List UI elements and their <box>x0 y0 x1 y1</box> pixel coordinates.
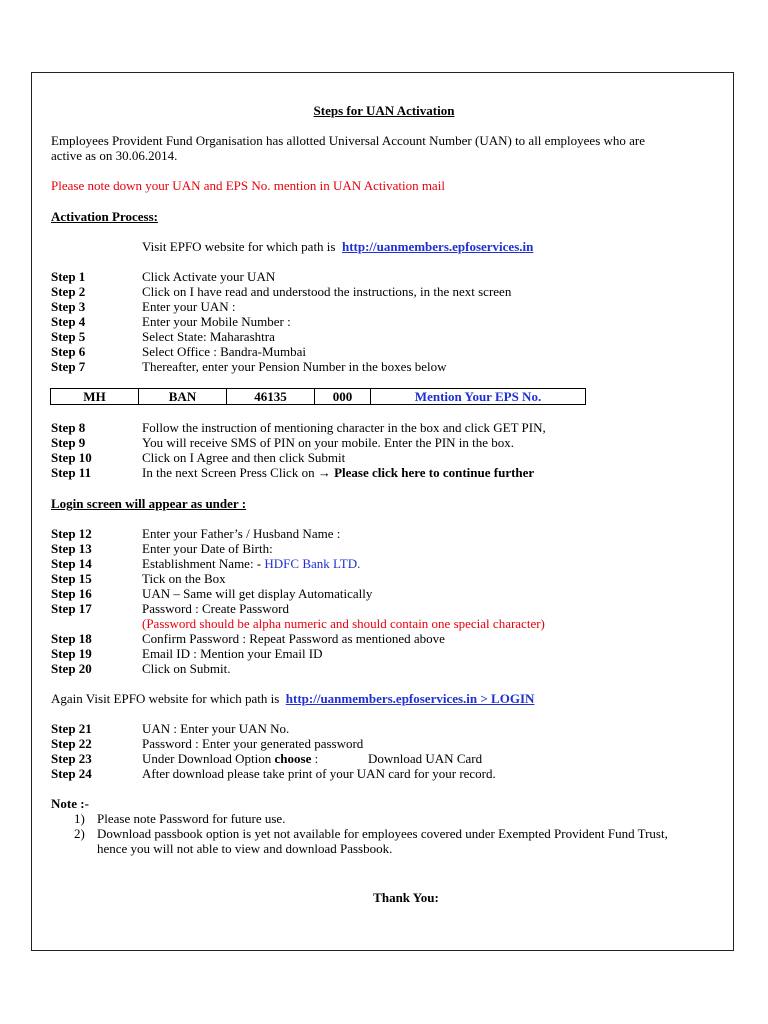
page-title: Steps for UAN Activation <box>313 103 455 118</box>
step-label: Step 18 <box>51 631 92 646</box>
step-label: Step 23 <box>51 751 92 766</box>
note-text: Please note Password for future use. <box>97 811 286 826</box>
login-heading: Login screen will appear as under : <box>51 496 247 511</box>
step-text: Confirm Password : Repeat Password as mentioned above <box>142 631 445 646</box>
step-label: Step 14 <box>51 556 92 571</box>
step-label: Step 12 <box>51 526 92 541</box>
step-text: In the next Screen Press Click on → <box>142 465 335 480</box>
note-text: Download passbook option is yet not available for employees covered under Exempted Provident Fund Trust, <box>97 826 668 841</box>
note-text-continued: hence you will not able to view and download Passbook. <box>97 841 393 856</box>
step-label: Step 2 <box>51 284 86 299</box>
step-label: Step 17 <box>51 601 92 616</box>
step-text: Click on I have read and understood the instructions, in the next screen <box>142 284 512 299</box>
pension-cell: MH <box>51 389 139 405</box>
step-text: Enter your Date of Birth: <box>142 541 273 556</box>
step-label: Step 1 <box>51 269 86 284</box>
step-23-colon: : <box>311 751 319 766</box>
step-label: Step 11 <box>51 465 92 480</box>
step-text: Under Download Option <box>142 751 275 766</box>
step-text: Tick on the Box <box>142 571 226 586</box>
step-label: Step 5 <box>51 329 86 344</box>
epfo-link[interactable]: http://uanmembers.epfoservices.in <box>341 239 534 254</box>
step-text: Thereafter, enter your Pension Number in the boxes below <box>142 359 447 374</box>
intro-line-1: Employees Provident Fund Organisation has allotted Universal Account Number (UAN) to all employees who are <box>51 133 646 148</box>
step-label: Step 24 <box>51 766 92 781</box>
password-note: (Password should be alpha numeric and should contain one special character) <box>142 616 545 631</box>
step-label: Step 4 <box>51 314 86 329</box>
pension-cell: 46135 <box>227 389 315 405</box>
note-number: 1) <box>74 811 85 826</box>
choose-word: choose <box>274 751 312 766</box>
visit-text: Visit EPFO website for which path is <box>142 239 336 254</box>
pension-cell-eps: Mention Your EPS No. <box>371 389 586 405</box>
step-text: Select State: Maharashtra <box>142 329 275 344</box>
step-text: Enter your Father’s / Husband Name : <box>142 526 341 541</box>
step-label: Step 21 <box>51 721 92 736</box>
step-text: Click Activate your UAN <box>142 269 276 284</box>
step-label: Step 10 <box>51 450 92 465</box>
step-text: Follow the instruction of mentioning character in the box and click GET PIN, <box>142 420 546 435</box>
step-label: Step 22 <box>51 736 92 751</box>
step-text: Click on I Agree and then click Submit <box>142 450 346 465</box>
pension-cell: BAN <box>139 389 227 405</box>
step-text: Enter your Mobile Number : <box>142 314 291 329</box>
step-text: Enter your UAN : <box>142 299 236 314</box>
activation-heading: Activation Process: <box>51 209 158 224</box>
step-text: Click on Submit. <box>142 661 231 676</box>
red-note: Please note down your UAN and EPS No. mention in UAN Activation mail <box>51 178 445 193</box>
step-text: UAN : Enter your UAN No. <box>142 721 290 736</box>
step-text: Email ID : Mention your Email ID <box>142 646 323 661</box>
download-uan-card-text: Download UAN Card <box>368 751 483 766</box>
step-11-line <box>142 465 534 480</box>
step-label: Step 9 <box>51 435 86 450</box>
step-text: Select Office : Bandra-Mumbai <box>142 344 307 359</box>
login-link[interactable]: http://uanmembers.epfoservices.in > LOGIN <box>285 691 535 706</box>
continue-link-text: Please click here to continue further <box>334 465 535 480</box>
step-14-line <box>142 556 360 571</box>
visit-line <box>142 239 533 254</box>
step-label: Step 6 <box>51 344 86 359</box>
note-heading: Note :- <box>51 796 89 811</box>
step-label: Step 8 <box>51 420 86 435</box>
thank-you: Thank You: <box>373 890 439 905</box>
step-label: Step 3 <box>51 299 86 314</box>
step-text: Password : Create Password <box>142 601 289 616</box>
pension-number-table <box>50 388 586 405</box>
pension-cell: 000 <box>315 389 371 405</box>
step-text: After download please take print of your UAN card for your record. <box>142 766 496 781</box>
step-label: Step 19 <box>51 646 92 661</box>
step-text: Password : Enter your generated password <box>142 736 364 751</box>
again-visit-line <box>51 691 534 706</box>
step-text: Establishment Name: - <box>142 556 265 571</box>
step-label: Step 15 <box>51 571 92 586</box>
intro-line-2: active as on 30.06.2014. <box>51 148 178 163</box>
again-text: Again Visit EPFO website for which path is <box>51 691 280 706</box>
step-23-line <box>142 751 318 766</box>
step-label: Step 16 <box>51 586 92 601</box>
step-label: Step 20 <box>51 661 92 676</box>
step-text: UAN – Same will get display Automatically <box>142 586 373 601</box>
establishment-name: HDFC Bank LTD. <box>264 556 361 571</box>
note-number: 2) <box>74 826 85 841</box>
table-row <box>51 389 586 405</box>
step-text: You will receive SMS of PIN on your mobile. Enter the PIN in the box. <box>142 435 515 450</box>
step-label: Step 7 <box>51 359 86 374</box>
step-label: Step 13 <box>51 541 92 556</box>
